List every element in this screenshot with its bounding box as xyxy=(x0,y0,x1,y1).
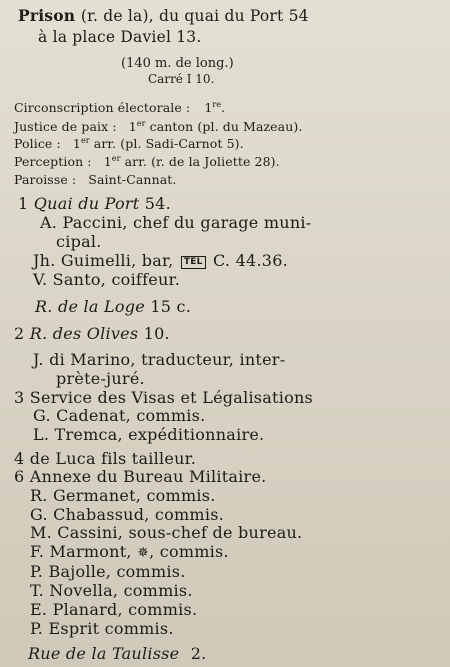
info-label: Justice de paix : xyxy=(14,119,117,134)
entry-number-1 xyxy=(18,194,171,213)
info-label: Police : xyxy=(14,136,61,151)
resident-cadenat: G. Cadenat, commis. xyxy=(33,406,206,425)
info-after: arr. (pl. Sadi-Carnot 5). xyxy=(89,136,244,151)
info-paroisse xyxy=(14,172,176,187)
cross-street-name: R. de la Loge xyxy=(35,297,145,316)
street-number: 54. xyxy=(144,194,171,213)
street-heading-line2: à la place Daviel 13. xyxy=(38,28,202,46)
resident-germanet: R. Germanet, commis. xyxy=(30,486,216,505)
resident-esprit: P. Esprit commis. xyxy=(30,619,174,638)
info-after: . xyxy=(221,100,226,115)
info-value: 1 xyxy=(72,136,81,151)
next-street-heading xyxy=(28,644,206,663)
info-police xyxy=(14,136,244,151)
carre-reference: Carré I 10. xyxy=(148,72,215,86)
next-street-name: Rue de la Taulisse xyxy=(28,644,180,663)
info-sup: er xyxy=(80,135,90,145)
info-perception xyxy=(14,154,280,169)
entry-number-3: 3 Service des Visas et Légalisations xyxy=(14,388,313,407)
street-name: Quai du Port xyxy=(33,194,140,213)
resident-marmont xyxy=(30,542,229,561)
resident-cassini: M. Cassini, sous-chef de bureau. xyxy=(30,523,303,542)
info-sup: er xyxy=(136,118,146,128)
house-number: 1 xyxy=(18,194,29,213)
telephone-icon: TEL xyxy=(181,256,206,269)
resident-marmont-role: , commis. xyxy=(149,542,229,561)
street-name: R. des Olives xyxy=(29,324,139,343)
resident-paccini: A. Paccini, chef du garage muni- xyxy=(40,213,312,232)
resident-paccini-cont: cipal. xyxy=(56,232,102,251)
street-length: (140 m. de long.) xyxy=(121,56,234,71)
resident-marino: J. di Marino, traducteur, inter- xyxy=(33,350,286,369)
info-justice xyxy=(14,119,302,134)
entry-number-4: 4 de Luca fils tailleur. xyxy=(14,449,197,468)
info-sup: er xyxy=(111,153,121,163)
resident-guimelli xyxy=(33,251,288,270)
info-value: 1 xyxy=(128,119,137,134)
resident-bajolle: P. Bajolle, commis. xyxy=(30,562,186,581)
entry-number-2 xyxy=(14,324,170,343)
info-value: 1 xyxy=(204,100,213,115)
house-number: 2 xyxy=(14,324,25,343)
street-heading-rest: (r. de la), du quai du Port 54 xyxy=(80,7,309,25)
info-after: canton (pl. du Mazeau). xyxy=(145,119,303,134)
info-after: arr. (r. de la Joliette 28). xyxy=(120,154,280,169)
street-heading xyxy=(18,6,309,25)
resident-marmont-text: F. Marmont, xyxy=(30,542,132,561)
resident-planard: E. Planard, commis. xyxy=(30,600,198,619)
info-value: Saint-Cannat. xyxy=(88,172,177,187)
resident-marino-cont: prète-juré. xyxy=(56,369,145,388)
legion-honneur-icon: ✵ xyxy=(137,545,150,561)
next-street-number: 2. xyxy=(190,644,207,663)
resident-chabassud: G. Chabassud, commis. xyxy=(30,505,224,524)
resident-guimelli-text: Jh. Guimelli, bar, xyxy=(33,251,174,270)
telephone-number: C. 44.36. xyxy=(212,251,288,270)
entry-number-6: 6 Annexe du Bureau Militaire. xyxy=(14,467,267,486)
resident-santo: V. Santo, coiffeur. xyxy=(33,270,181,289)
street-number: 10. xyxy=(143,324,170,343)
resident-tremca: L. Tremca, expéditionnaire. xyxy=(33,425,265,444)
street-heading-bold: Prison xyxy=(18,6,76,25)
info-sup: re xyxy=(212,99,222,109)
resident-novella: T. Novella, commis. xyxy=(30,581,193,600)
cross-street-number: 15 c. xyxy=(150,297,192,316)
info-value: 1 xyxy=(103,154,112,169)
info-circonscription xyxy=(14,100,225,115)
info-label: Perception : xyxy=(14,154,92,169)
cross-street-loge xyxy=(35,297,191,316)
info-label: Circonscription électorale : xyxy=(14,100,191,115)
info-label: Paroisse : xyxy=(14,172,77,187)
